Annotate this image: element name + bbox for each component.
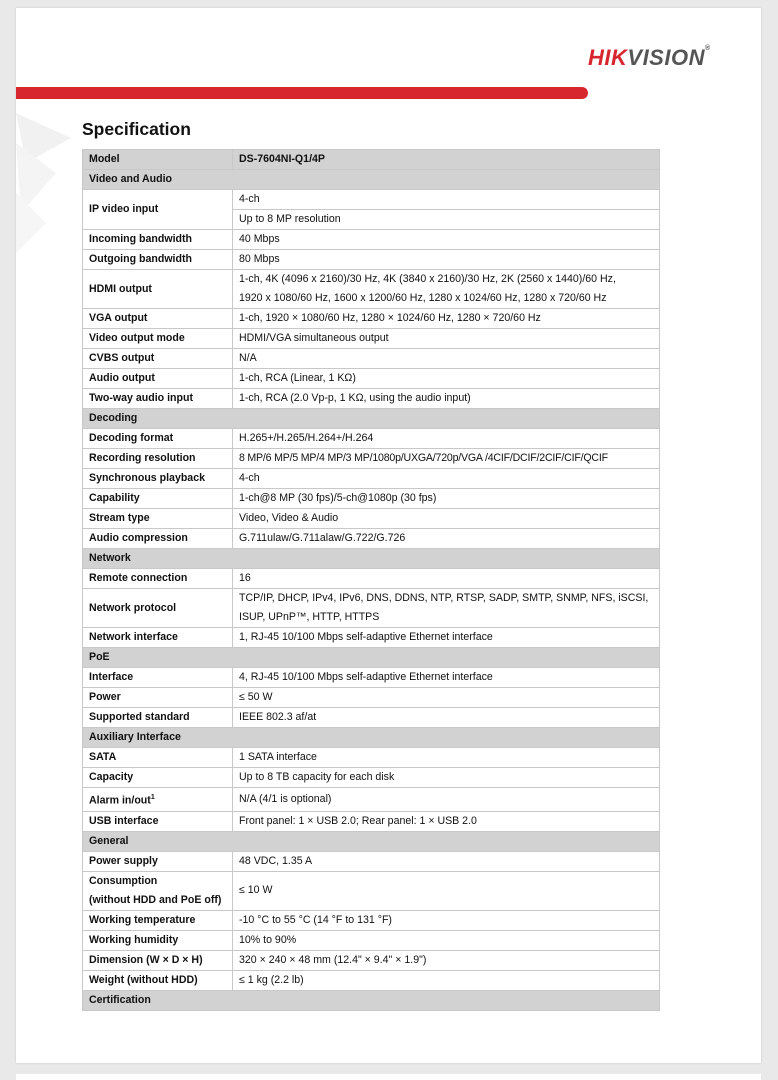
spec-row-poe-power bbox=[83, 688, 660, 708]
spec-value-line: ISUP, UPnP™, HTTP, HTTPS bbox=[239, 611, 380, 623]
spec-label-text: Alarm in/out bbox=[89, 794, 151, 807]
spec-row-working-humidity bbox=[83, 930, 660, 950]
spec-label: Decoding format bbox=[83, 429, 233, 449]
spec-label bbox=[83, 788, 233, 812]
spec-label: Working humidity bbox=[83, 930, 233, 950]
section-title: Video and Audio bbox=[83, 170, 660, 190]
spec-value: Up to 8 TB capacity for each disk bbox=[233, 768, 660, 788]
spec-sheet-page bbox=[16, 8, 761, 1063]
logo-vision-part: VISION bbox=[627, 45, 705, 70]
spec-value: ≤ 50 W bbox=[233, 688, 660, 708]
spec-row-synchronous-playback bbox=[83, 469, 660, 489]
spec-label: USB interface bbox=[83, 811, 233, 831]
spec-value: N/A (4/1 is optional) bbox=[233, 788, 660, 812]
spec-label: Capability bbox=[83, 489, 233, 509]
spec-row-network-protocol bbox=[83, 589, 660, 628]
model-label: Model bbox=[83, 150, 233, 170]
section-header-general bbox=[83, 831, 660, 851]
spec-row-ip-video-input bbox=[83, 190, 660, 230]
spec-value bbox=[233, 190, 660, 230]
spec-row-capacity bbox=[83, 768, 660, 788]
section-title: General bbox=[83, 831, 660, 851]
section-header-video-audio bbox=[83, 170, 660, 190]
spec-label: Audio output bbox=[83, 369, 233, 389]
next-page-edge bbox=[16, 1074, 761, 1080]
spec-label: Remote connection bbox=[83, 569, 233, 589]
spec-value: 1 SATA interface bbox=[233, 748, 660, 768]
spec-label: Recording resolution bbox=[83, 449, 233, 469]
spec-value: 10% to 90% bbox=[233, 930, 660, 950]
spec-value: 80 Mbps bbox=[233, 250, 660, 270]
spec-value: H.265+/H.265/H.264+/H.264 bbox=[233, 429, 660, 449]
spec-label: Working temperature bbox=[83, 910, 233, 930]
spec-value: G.711ulaw/G.711alaw/G.722/G.726 bbox=[233, 529, 660, 549]
section-title: Decoding bbox=[83, 409, 660, 429]
spec-row-audio-compression bbox=[83, 529, 660, 549]
spec-row-remote-connection bbox=[83, 569, 660, 589]
spec-value: 16 bbox=[233, 569, 660, 589]
spec-row-recording-resolution bbox=[83, 449, 660, 469]
spec-value-line: Up to 8 MP resolution bbox=[233, 209, 659, 229]
hikvision-logo bbox=[588, 45, 711, 71]
specification-table bbox=[82, 149, 660, 1011]
spec-row-network-interface bbox=[83, 628, 660, 648]
spec-value: 1-ch, 1920 × 1080/60 Hz, 1280 × 1024/60 Hz, 1280 × 720/60 Hz bbox=[233, 309, 660, 329]
logo-registered-mark: ® bbox=[704, 45, 711, 52]
spec-row-dimension bbox=[83, 950, 660, 970]
spec-row-incoming-bandwidth bbox=[83, 230, 660, 250]
spec-row-supported-standard bbox=[83, 708, 660, 728]
spec-value-line: 1-ch, 4K (4096 x 2160)/30 Hz, 4K (3840 x 2160)/30 Hz, 2K (2560 x 1440)/60 Hz, bbox=[239, 273, 616, 285]
spec-value: N/A bbox=[233, 349, 660, 369]
spec-label: VGA output bbox=[83, 309, 233, 329]
spec-row-alarm-in-out bbox=[83, 788, 660, 812]
model-value: DS-7604NI-Q1/4P bbox=[233, 150, 660, 170]
spec-label: Supported standard bbox=[83, 708, 233, 728]
spec-label: Stream type bbox=[83, 509, 233, 529]
spec-value: IEEE 802.3 af/at bbox=[233, 708, 660, 728]
spec-label: Synchronous playback bbox=[83, 469, 233, 489]
section-header-decoding bbox=[83, 409, 660, 429]
spec-value: 1-ch@8 MP (30 fps)/5-ch@1080p (30 fps) bbox=[233, 489, 660, 509]
spec-value: 40 Mbps bbox=[233, 230, 660, 250]
spec-row-decoding-format bbox=[83, 429, 660, 449]
spec-value: Front panel: 1 × USB 2.0; Rear panel: 1 × USB 2.0 bbox=[233, 811, 660, 831]
spec-label-line: (without HDD and PoE off) bbox=[89, 893, 222, 906]
spec-row-weight bbox=[83, 970, 660, 990]
spec-label: Incoming bandwidth bbox=[83, 230, 233, 250]
brand-red-bar bbox=[16, 87, 588, 99]
spec-label-line: Consumption bbox=[89, 874, 158, 887]
spec-row-video-output-mode bbox=[83, 329, 660, 349]
spec-value: ≤ 10 W bbox=[233, 871, 660, 910]
spec-label: Capacity bbox=[83, 768, 233, 788]
section-title: Auxiliary Interface bbox=[83, 728, 660, 748]
spec-label: Video output mode bbox=[83, 329, 233, 349]
spec-value: 4, RJ-45 10/100 Mbps self-adaptive Ethernet interface bbox=[233, 668, 660, 688]
spec-value-line: 4-ch bbox=[239, 193, 260, 205]
spec-row-power-supply bbox=[83, 851, 660, 871]
spec-label: Power bbox=[83, 688, 233, 708]
spec-row-poe-interface bbox=[83, 668, 660, 688]
spec-value: 4-ch bbox=[233, 469, 660, 489]
spec-value: 1-ch, RCA (2.0 Vp-p, 1 KΩ, using the audio input) bbox=[233, 389, 660, 409]
section-title: PoE bbox=[83, 648, 660, 668]
decorative-arrow-graphic bbox=[16, 103, 76, 253]
spec-label: Network protocol bbox=[83, 589, 233, 628]
spec-row-vga-output bbox=[83, 309, 660, 329]
section-title: Network bbox=[83, 549, 660, 569]
spec-row-cvbs-output bbox=[83, 349, 660, 369]
spec-value-line: 1920 x 1080/60 Hz, 1600 x 1200/60 Hz, 1280 x 1024/60 Hz, 1280 x 720/60 Hz bbox=[239, 292, 607, 304]
spec-label: Power supply bbox=[83, 851, 233, 871]
spec-value: 1, RJ-45 10/100 Mbps self-adaptive Ethernet interface bbox=[233, 628, 660, 648]
spec-value: 320 × 240 × 48 mm (12.4" × 9.4" × 1.9") bbox=[233, 950, 660, 970]
spec-row-capability bbox=[83, 489, 660, 509]
spec-label: Two-way audio input bbox=[83, 389, 233, 409]
spec-value bbox=[233, 589, 660, 628]
section-header-auxiliary-interface bbox=[83, 728, 660, 748]
spec-row-consumption bbox=[83, 871, 660, 910]
spec-label: Audio compression bbox=[83, 529, 233, 549]
spec-row-audio-output bbox=[83, 369, 660, 389]
spec-value: Video, Video & Audio bbox=[233, 509, 660, 529]
section-title: Certification bbox=[83, 990, 660, 1010]
spec-label: Weight (without HDD) bbox=[83, 970, 233, 990]
spec-label: Outgoing bandwidth bbox=[83, 250, 233, 270]
spec-label: IP video input bbox=[83, 190, 233, 230]
spec-value: -10 °C to 55 °C (14 °F to 131 °F) bbox=[233, 910, 660, 930]
spec-row-usb-interface bbox=[83, 811, 660, 831]
spec-row-sata bbox=[83, 748, 660, 768]
spec-label: Dimension (W × D × H) bbox=[83, 950, 233, 970]
spec-row-working-temperature bbox=[83, 910, 660, 930]
spec-label: Interface bbox=[83, 668, 233, 688]
spec-value bbox=[233, 270, 660, 309]
footnote-marker: 1 bbox=[150, 794, 155, 801]
section-header-poe bbox=[83, 648, 660, 668]
spec-label: Network interface bbox=[83, 628, 233, 648]
spec-row-outgoing-bandwidth bbox=[83, 250, 660, 270]
spec-value: 8 MP/6 MP/5 MP/4 MP/3 MP/1080p/UXGA/720p/VGA /4CIF/DCIF/2CIF/CIF/QCIF bbox=[233, 449, 660, 469]
spec-value: 1-ch, RCA (Linear, 1 KΩ) bbox=[233, 369, 660, 389]
logo-hik-part: HIK bbox=[588, 45, 628, 70]
spec-label: SATA bbox=[83, 748, 233, 768]
model-row bbox=[83, 150, 660, 170]
spec-value: ≤ 1 kg (2.2 lb) bbox=[233, 970, 660, 990]
spec-row-hdmi-output bbox=[83, 270, 660, 309]
spec-value: HDMI/VGA simultaneous output bbox=[233, 329, 660, 349]
spec-label: CVBS output bbox=[83, 349, 233, 369]
section-header-network bbox=[83, 549, 660, 569]
spec-label bbox=[83, 871, 233, 910]
section-header-certification bbox=[83, 990, 660, 1010]
spec-row-stream-type bbox=[83, 509, 660, 529]
spec-label: HDMI output bbox=[83, 270, 233, 309]
spec-value-line: TCP/IP, DHCP, IPv4, IPv6, DNS, DDNS, NTP, RTSP, SADP, SMTP, SNMP, NFS, iSCSI, bbox=[239, 592, 649, 604]
spec-row-two-way-audio-input bbox=[83, 389, 660, 409]
spec-value: 48 VDC, 1.35 A bbox=[233, 851, 660, 871]
page-title: Specification bbox=[82, 119, 191, 139]
